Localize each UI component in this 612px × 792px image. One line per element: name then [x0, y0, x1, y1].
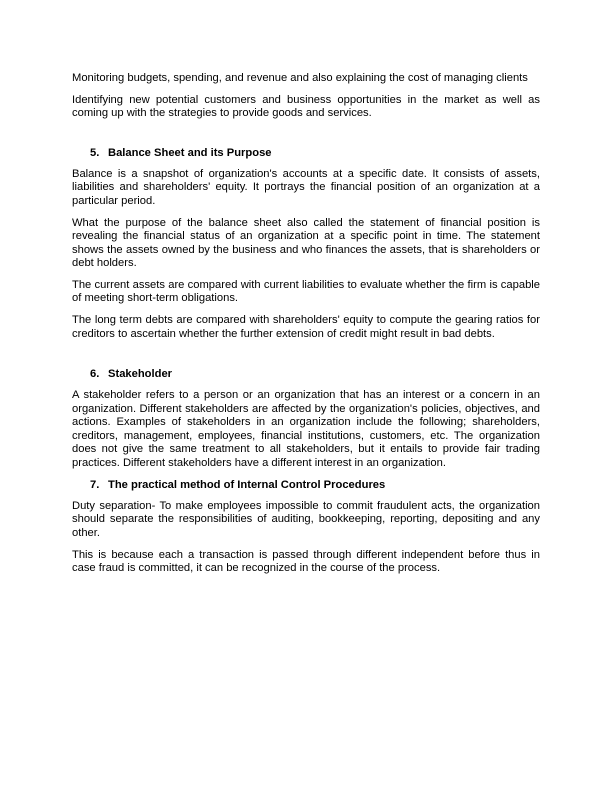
section-6-heading [72, 368, 540, 381]
section-5-paragraph-4: The long term debts are compared with shareholders' equity to compute the gearing ratios for creditors to ascertain whether the further extension of credit might result in bad debts. [72, 314, 540, 340]
section-6-number: 6. [90, 368, 100, 381]
intro-paragraph-customers: Identifying new potential customers and business opportunities in the market as well as coming up with the strategies to provide goods and services. [72, 94, 540, 120]
section-7-heading [72, 479, 540, 492]
section-7-paragraph-1: Duty separation- To make employees impossible to commit fraudulent acts, the organization should separate the responsibilities of auditing, bookkeeping, reporting, depositing and any other. [72, 499, 540, 539]
section-6-title: Stakeholder [108, 368, 173, 381]
document-page [72, 72, 540, 584]
section-5-paragraph-1: Balance is a snapshot of organization's accounts at a specific date. It consists of assets, liabilities and shareholders' equity. It portrays the financial position of an organization at a particular period. [72, 168, 540, 207]
intro-paragraph-budgets: Monitoring budgets, spending, and revenue and also explaining the cost of managing clients [72, 72, 528, 84]
section-5-title: Balance Sheet and its Purpose [108, 146, 272, 159]
section-7-paragraph-2: This is because each a transaction is passed through different independent before thus in case fraud is committed, it can be recognized in the course of the process. [72, 548, 540, 574]
section-7-title: The practical method of Internal Control Procedures [108, 478, 386, 491]
section-7-number: 7. [90, 478, 100, 491]
section-6-paragraph-1: A stakeholder refers to a person or an organization that has an interest or a concern in an organization. Different stakeholders are affected by the organization's policies, objectives, and actions. Examples of stakeholders in an organization include the following; shareholders, creditors, management, employees, financial institutions, customers, etc. The organization does not give the same treatment to all stakeholders, but it entails to provide fair trading practices. Different stakeholders have a different interest in an organization. [72, 389, 540, 469]
section-5-heading [72, 147, 540, 160]
section-5-paragraph-3: The current assets are compared with current liabilities to evaluate whether the firm is capable of meeting short-term obligations. [72, 279, 540, 305]
section-5-number: 5. [90, 146, 100, 159]
section-5-paragraph-2: What the purpose of the balance sheet also called the statement of financial position is revealing the financial status of an organization at a specific point in time. The statement shows the assets owned by the business and who finances the assets, that is shareholders or debt holders. [72, 216, 540, 270]
